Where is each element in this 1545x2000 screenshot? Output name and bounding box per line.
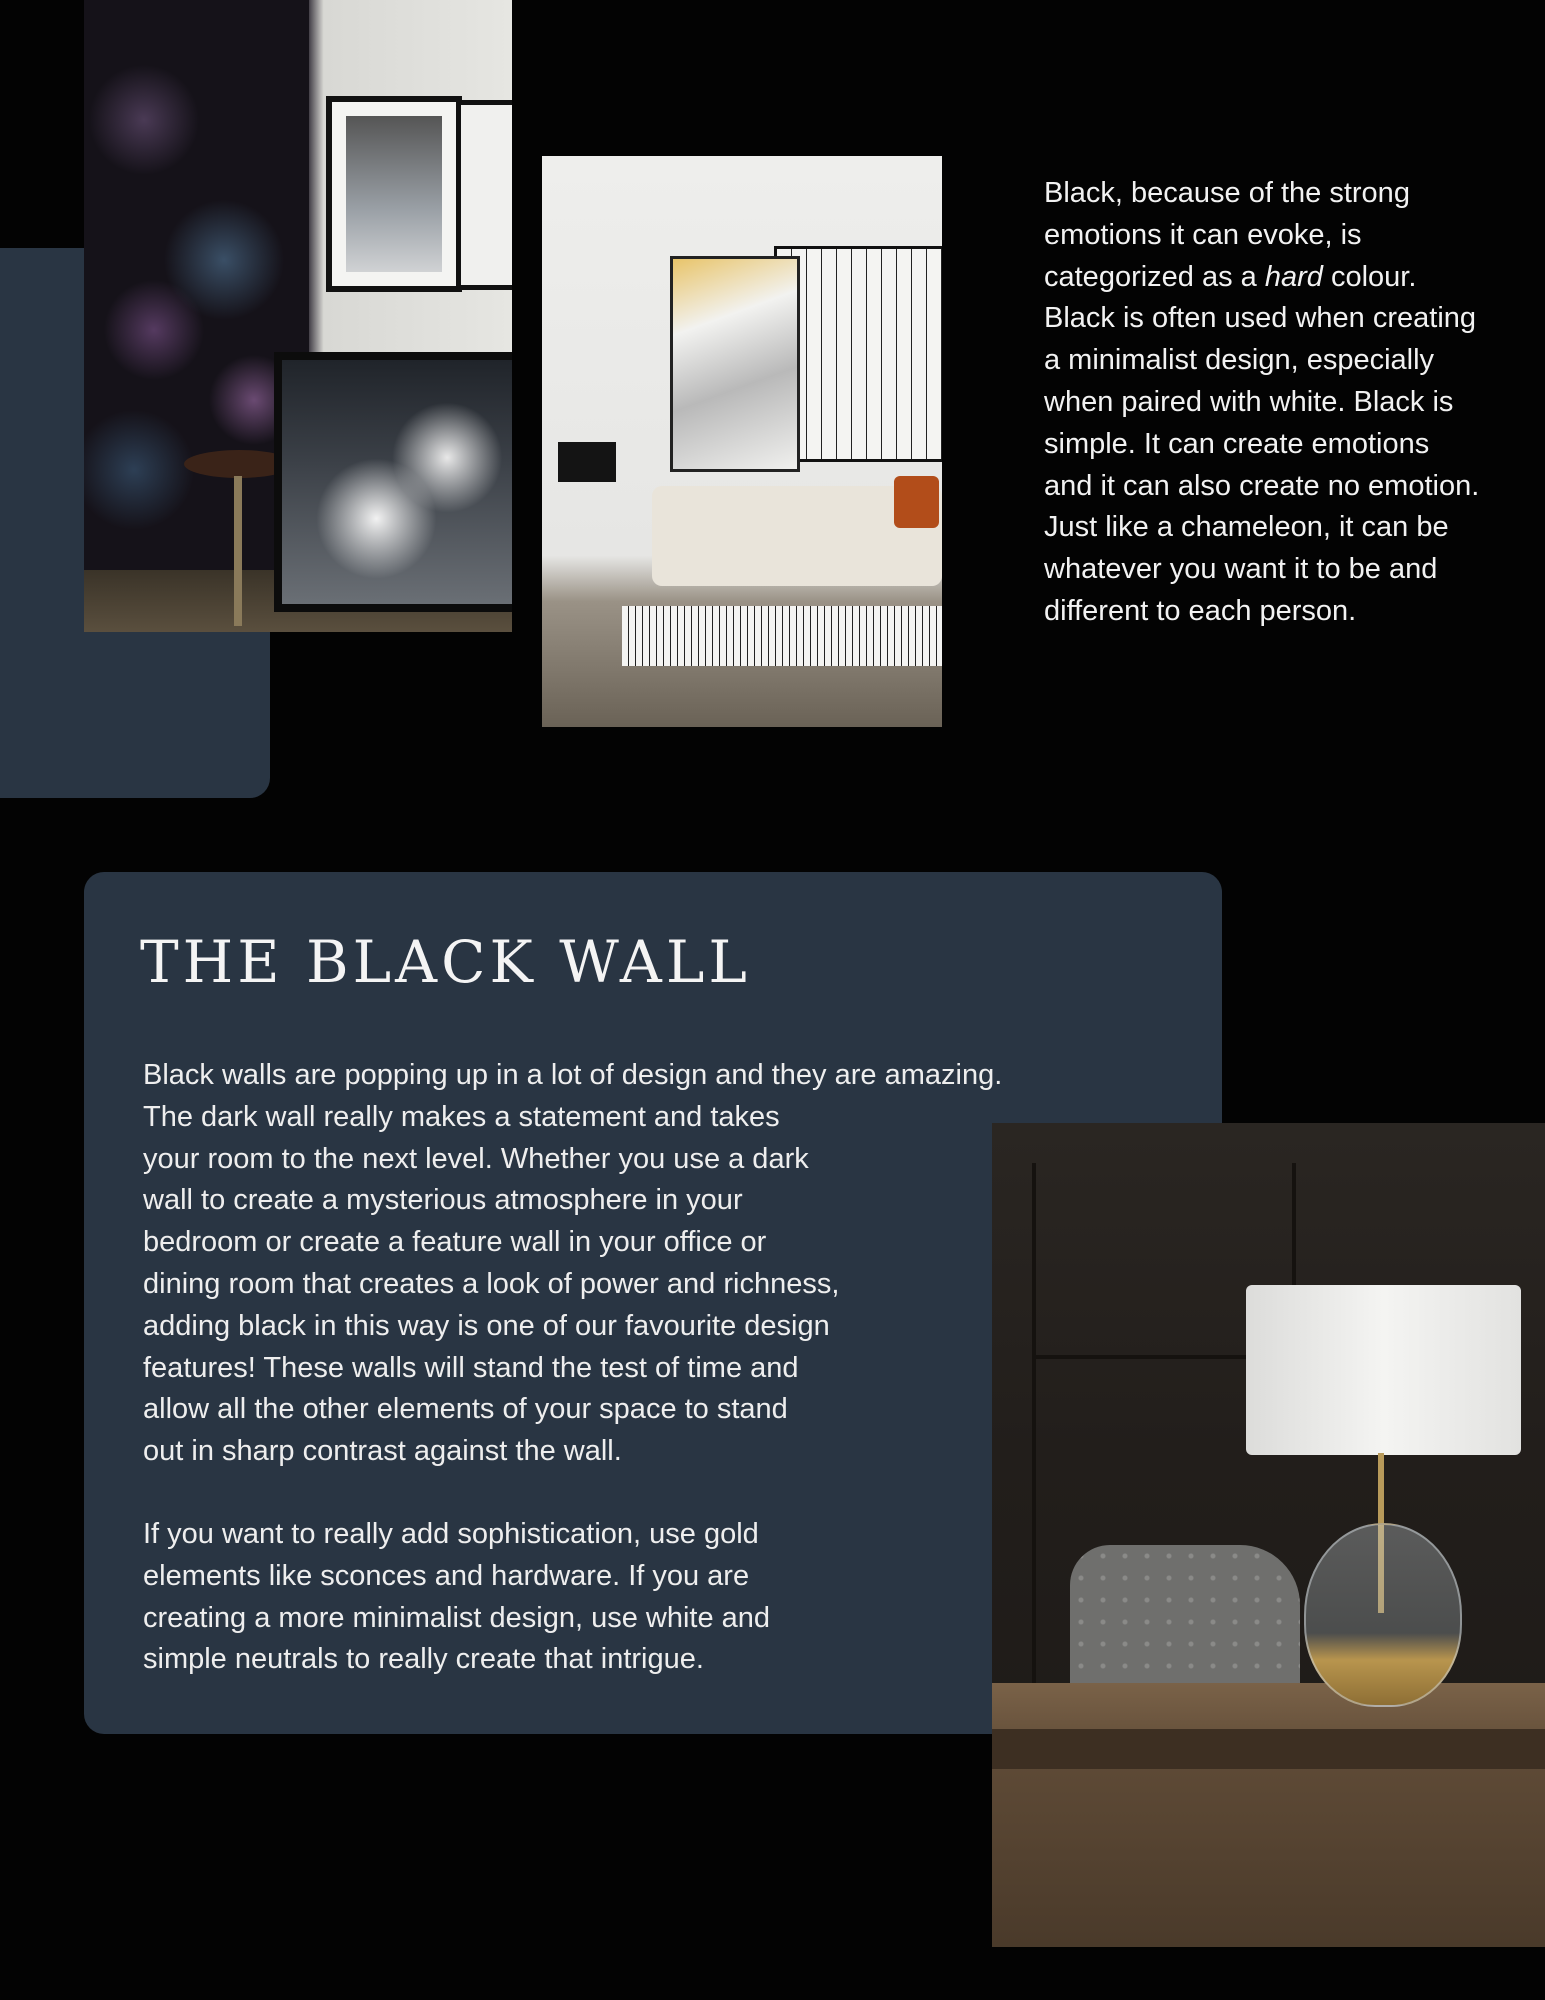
striped-rug [622, 606, 942, 666]
wall-panel-molding [1292, 1163, 1296, 1303]
paragraph-line: elements like sconces and hardware. If you are [143, 1559, 750, 1592]
lamp-shade [1246, 1285, 1521, 1455]
sophistication-paragraph [143, 1514, 963, 1681]
section-title: THE BLACK WALL [140, 928, 751, 996]
wooden-desk [992, 1683, 1545, 1947]
framed-print [456, 100, 512, 290]
dark-floral-wall-photo [84, 0, 512, 632]
paragraph-line: wall to create a mysterious atmosphere in your [143, 1184, 743, 1217]
paragraph-line: The dark wall really makes a statement and takes [143, 1100, 780, 1133]
paragraph-line: allow all the other elements of your space to stand [143, 1393, 788, 1426]
paragraph-line: features! These walls will stand the test of time and [143, 1351, 799, 1384]
paragraph-line: bedroom or create a feature wall in your office or [143, 1226, 767, 1259]
paragraph-line: dining room that creates a look of power and richness, [143, 1267, 840, 1300]
black-lamp [558, 442, 616, 482]
wall-panel-molding [1032, 1355, 1252, 1359]
framed-portrait [326, 96, 462, 292]
paragraph-line: adding black in this way is one of our favourite design [143, 1309, 830, 1342]
paragraph-line: If you want to really add sophistication, use gold [143, 1518, 759, 1550]
desk-edge [992, 1729, 1545, 1769]
living-room-photo [542, 156, 942, 727]
abstract-face-artwork [670, 256, 800, 472]
paragraph-line: creating a more minimalist design, use white and [143, 1601, 771, 1634]
emphasis-word: hard [1264, 260, 1323, 293]
paragraph-line: out in sharp contrast against the wall. [143, 1435, 622, 1468]
paragraph-line: your room to the next level. Whether you use a dark [143, 1142, 809, 1175]
wall-panel-molding [1032, 1163, 1036, 1683]
desk-lamp-photo [992, 1123, 1545, 1947]
orange-pillow [894, 476, 939, 528]
intro-paragraph: Black, because of the strong emotions it can evoke, is categorized as a hard colour. Black is often used when creating a minimalist design, especially when paired with white. Black is simple. It can create emotions and it can also create no emotion. Just like a chameleon, it can be whatever you want it to be and different to each person. [1044, 177, 1480, 627]
glass-lamp-base [1304, 1523, 1462, 1707]
birds-cloud-artwork [274, 352, 512, 612]
paragraph-line: Black walls are popping up in a lot of design and they are amazing. [143, 1059, 1003, 1091]
side-table-leg [234, 476, 242, 626]
paragraph-line: simple neutrals to really create that intrigue. [143, 1643, 704, 1676]
